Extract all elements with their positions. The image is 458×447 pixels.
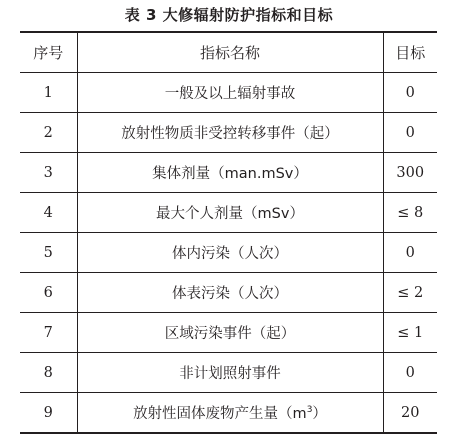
indicator-name: 区域污染事件（起） [77,313,383,353]
indicator-name: 体内污染（人次） [77,233,383,273]
target-value: ≤ 8 [383,193,437,233]
table-row [20,73,437,113]
table-row [20,153,437,193]
indicator-name [77,393,383,434]
indicator-name: 一般及以上辐射事故 [77,73,383,113]
table-row [20,273,437,313]
indicator-name-text: 放射性固体废物产生量（m [133,406,307,422]
row-number: 5 [20,233,77,273]
target-value: ≤ 1 [383,313,437,353]
target-value: 20 [383,393,437,434]
table-header-row [20,32,437,73]
target-value: 0 [383,73,437,113]
indicator-name: 最大个人剂量（mSv） [77,193,383,233]
target-value: 300 [383,153,437,193]
target-value: 0 [383,113,437,153]
table-row [20,393,437,434]
indicator-name: 体表污染（人次） [77,273,383,313]
table-row [20,193,437,233]
target-value: ≤ 2 [383,273,437,313]
row-number: 1 [20,73,77,113]
radiation-protection-table [20,31,437,434]
indicator-name: 放射性物质非受控转移事件（起） [77,113,383,153]
table-row [20,233,437,273]
row-number: 2 [20,113,77,153]
target-value: 0 [383,353,437,393]
column-header-indicator: 指标名称 [77,32,383,73]
row-number: 3 [20,153,77,193]
table-row [20,313,437,353]
row-number: 6 [20,273,77,313]
column-header-target: 目标 [383,32,437,73]
indicator-name: 集体剂量（man.mSv） [77,153,383,193]
row-number: 4 [20,193,77,233]
table-row [20,353,437,393]
indicator-name: 非计划照射事件 [77,353,383,393]
row-number: 8 [20,353,77,393]
table-caption: 表 3 大修辐射防护指标和目标 [124,6,334,24]
indicator-name-close: ） [312,406,327,422]
column-header-no: 序号 [20,32,77,73]
unit-superscript: 3 [306,405,313,416]
row-number: 7 [20,313,77,353]
table-row [20,113,437,153]
row-number: 9 [20,393,77,434]
target-value: 0 [383,233,437,273]
